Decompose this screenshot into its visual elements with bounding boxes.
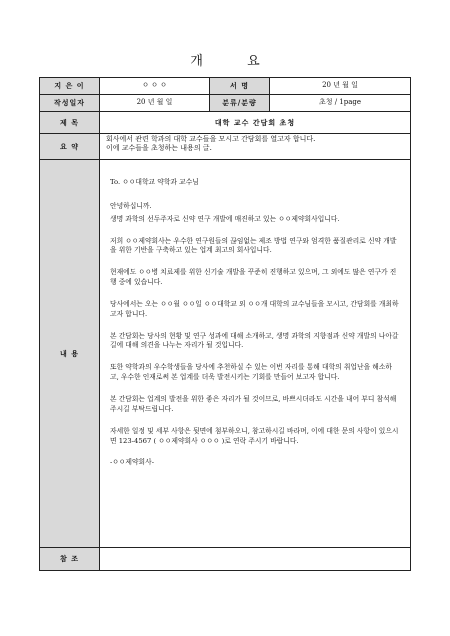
content-label: 내 용 bbox=[40, 160, 100, 548]
author-value[interactable]: ㅇ ㅇ ㅇ bbox=[100, 78, 210, 95]
reference-value[interactable] bbox=[100, 548, 411, 571]
body-paragraph: 자세한 일정 및 세부 사항은 뒷면에 첨부하오니, 참고하시길 바라며, 이에 대한 문의 사항이 있으시면 123-4567 ( ㅇㅇ제약회사 ㅇㅇㅇ )로 연락 주시기 바랍니다. bbox=[110, 426, 399, 445]
summary-line: 회사에서 관련 학과의 대학 교수들을 모시고 간담회를 열고자 합니다. bbox=[106, 135, 316, 143]
body-paragraph: 또한 약학과의 우수학생들을 당사에 추천하실 수 있는 이번 자리를 통해 대학의 취업난을 해소하고, 우수한 인재로써 본 업계를 더욱 발전시키는 기회를 만들어 보고자 합니다. bbox=[110, 363, 392, 382]
row-content bbox=[40, 160, 411, 548]
signature-label: 서 명 bbox=[210, 78, 270, 95]
body-paragraph: 안녕하십니까. bbox=[110, 201, 152, 210]
summary-value[interactable] bbox=[100, 134, 411, 160]
written-date-value[interactable]: 20 년 월 일 bbox=[100, 95, 210, 112]
summary-label: 요 약 bbox=[40, 134, 100, 160]
subject-value[interactable]: 대학 교수 간담회 초청 bbox=[100, 112, 411, 134]
body-paragraph: 본 간담회는 당사의 현황 및 연구 성과에 대해 소개하고, 생명 과학의 지향점과 신약 개발의 나아갈 길에 대해 의견을 나누는 자리가 될 것입니다. bbox=[110, 331, 399, 350]
summary-line: 이에 교수들을 초청하는 내용의 글. bbox=[106, 144, 212, 153]
subject-label: 제 목 bbox=[40, 112, 100, 134]
content-body[interactable] bbox=[100, 160, 411, 548]
body-paragraph: 현재에도 ㅇㅇ병 치료제를 위한 신기술 개발을 꾸준히 진행하고 있으며, 그 외에도 많은 연구가 진행 중에 있습니다. bbox=[110, 268, 397, 287]
body-paragraph: 저희 ㅇㅇ제약회사는 우수한 연구원들의 끊임없는 제조 방법 연구와 엄격한 품질관리로 신약 개발을 위한 기반을 구축하고 있는 업계 최고의 회사입니다. bbox=[110, 236, 397, 255]
body-paragraph: 생명 과학의 선두주자로 신약 연구 개발에 매진하고 있는 ㅇㅇ제약회사입니다. bbox=[110, 214, 340, 223]
reference-label: 참 조 bbox=[40, 548, 100, 571]
category-label: 분류/분량 bbox=[210, 95, 270, 112]
sender: -ㅇㅇ제약회사- bbox=[110, 458, 154, 467]
page-title: 개 요 bbox=[190, 54, 280, 69]
row-subject bbox=[40, 112, 411, 134]
body-paragraph: 본 간담회는 업계의 발전을 위한 좋은 자리가 될 것이므로, 바쁘시더라도 시간을 내어 부디 참석해 주시길 부탁드립니다. bbox=[110, 394, 397, 413]
row-author bbox=[40, 78, 411, 95]
row-written bbox=[40, 95, 411, 112]
row-summary bbox=[40, 134, 411, 160]
overview-form bbox=[39, 77, 411, 571]
signature-value[interactable]: 20 년 월 일 bbox=[270, 78, 411, 95]
author-label: 지 은 이 bbox=[40, 78, 100, 95]
written-date-label: 작성일자 bbox=[40, 95, 100, 112]
row-reference bbox=[40, 548, 411, 571]
body-paragraph: 당사에서는 오는 ㅇㅇ월 ㅇㅇ일 ㅇㅇ대학교 외 ㅇㅇ개 대학의 교수님들을 모시고, 간담회를 개최하고자 합니다. bbox=[110, 299, 399, 318]
category-value[interactable]: 초청 / 1page bbox=[270, 95, 411, 112]
salutation: To. ㅇㅇ대학교 약학과 교수님 bbox=[110, 178, 199, 186]
